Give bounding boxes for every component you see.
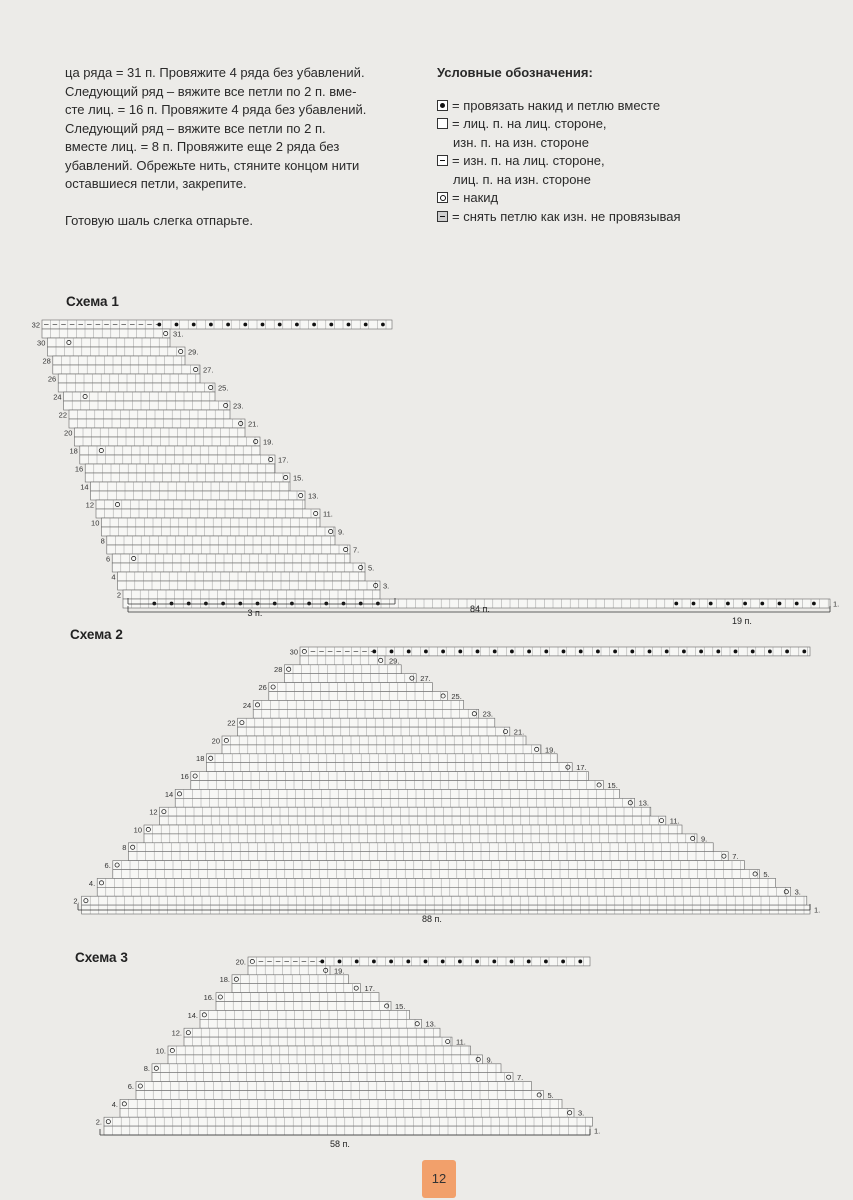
row-number: 22 [227,718,236,728]
yarn-over-together-mark [544,960,548,964]
row-number: 9. [338,527,345,537]
yarn-over-together-mark [338,960,342,964]
final-note: Готовую шаль слегка отпарьте. [65,212,253,228]
yarn-over-together-mark [355,960,359,964]
yarn-over-together-mark [734,650,738,654]
yarn-over-together-mark [802,650,806,654]
row-number: 12 [149,807,158,817]
yarn-over-together-mark [170,602,174,606]
yarn-over-together-mark [157,323,161,327]
scheme-2-title: Схема 2 [70,627,123,642]
row-number: 11. [456,1037,466,1047]
yarn-over-together-mark [493,650,497,654]
row-number: 6. [104,861,111,870]
row-number: 19. [545,745,556,755]
row-number: 20 [211,736,220,746]
row-number: 27. [420,674,431,684]
yarn-over-together-mark [682,650,686,654]
yarn-over-together-mark [324,602,328,606]
row-number: 17. [576,763,587,773]
row-number: 24 [53,392,62,402]
row-number: 15. [395,1001,406,1011]
yarn-over-together-mark [424,650,428,654]
yarn-over-together-mark [699,650,703,654]
row-number: 20. [235,957,246,967]
row-number: 23. [233,401,244,411]
yarn-over-together-mark [261,323,265,327]
row-number: 5. [763,869,770,879]
yarn-over-together-mark [760,602,764,606]
row-number: 32 [31,320,40,330]
legend-text: = провязать накид и петлю вместе [452,97,661,113]
row-number: 2 [116,590,121,600]
yarn-over-together-mark [359,602,363,606]
row-number: 4. [88,878,96,888]
row-number: 6. [127,1082,134,1091]
yarn-over-together-mark [364,323,368,327]
row-number: 14 [164,789,174,799]
stitch-count: 19 п. [732,616,752,626]
row-number: 16. [203,993,214,1002]
legend-title: Условные обозначения: [437,65,593,80]
row-number: 28 [42,356,51,366]
row-number: 30 [289,647,298,657]
row-number: 16 [180,772,189,781]
yarn-over-together-mark [312,323,316,327]
yarn-over-together-mark [527,650,531,654]
row-number: 12. [171,1028,182,1038]
yarn-over-together-mark [562,650,566,654]
row-number: 1. [594,1126,601,1136]
yarn-over-together-mark [256,602,260,606]
yarn-over-together-mark [579,650,583,654]
row-number: 26 [258,683,267,692]
row-number: 8. [143,1064,150,1074]
yarn-over-together-mark [407,650,411,654]
yarn-over-together-mark [492,960,496,964]
stitch-count: 3 п. [247,608,263,618]
row-number: 14 [80,482,89,492]
yarn-over-together-mark [510,960,514,964]
row-number: 9. [486,1055,493,1065]
yarn-over-together-mark [716,650,720,654]
yarn-over-together-mark [544,650,548,654]
yarn-over-together-mark [475,960,479,964]
row-number: 15. [293,473,304,483]
row-number: 14. [187,1010,198,1020]
yarn-over-together-mark [476,650,480,654]
row-number: 20 [64,428,73,438]
yarn-over-together-mark [441,960,445,964]
text-line: вместе лиц. = 8 п. Провяжите еще 2 ряда без [65,139,340,154]
legend-text: = снять петлю как изн. не провязывая [452,208,681,224]
row-number: 18. [219,975,230,985]
row-number: 3. [578,1108,585,1118]
row-number: 5. [547,1090,554,1100]
row-number: 6 [106,554,111,564]
yarn-over-together-mark [527,960,531,964]
yarn-over-together-mark [648,650,652,654]
text-line: Следующий ряд – вяжите все петли по 2 п. [65,120,326,136]
row-number: 10. [155,1046,166,1056]
yarn-over-together-mark [726,602,730,606]
row-number: 1. [814,905,821,915]
row-number: 26 [47,374,57,384]
row-number: 13. [308,491,319,501]
yarn-over-together-mark [596,650,600,654]
yarn-over-together-mark [561,960,565,964]
row-number: 15. [607,780,618,790]
yarn-over-together-mark [307,602,311,606]
yarn-over-together-mark [424,960,428,964]
yarn-over-together-mark [372,960,376,964]
row-number: 18 [196,754,205,764]
legend-text: = изн. п. на лиц. стороне, [452,153,605,168]
row-number: 4. [111,1099,118,1109]
row-number: 7. [732,852,739,862]
row-number: 29. [188,347,199,357]
row-number: 4 [111,572,116,582]
yarn-over-together-mark [372,650,376,654]
yarn-over-together-mark [778,602,782,606]
yarn-over-together-mark [441,650,445,654]
yarn-over-together-mark [376,602,380,606]
yarn-over-together-mark [273,602,277,606]
row-number: 13. [425,1019,436,1029]
yarn-over-together-mark [795,602,799,606]
yarn-over-together-mark [709,602,713,606]
row-number: 11. [323,509,333,519]
yarn-over-together-mark [406,960,410,964]
yarn-over-together-mark [175,323,179,327]
scheme-2-chart [73,647,820,924]
legend-text: = лиц. п. на лиц. стороне, [452,116,607,131]
row-number: 13. [638,798,650,808]
row-number: 8 [122,843,127,853]
yarn-over-together-mark [613,650,617,654]
yarn-over-together-mark [329,323,333,327]
yarn-over-together-mark [209,323,213,327]
row-number: 9. [701,834,708,844]
stitch-count: 88 п. [422,914,442,924]
row-number: 25. [218,383,229,393]
row-number: 23. [482,709,494,719]
row-number: 7. [517,1073,524,1083]
yarn-over-together-mark [578,960,582,964]
row-number: 16 [74,464,84,474]
yarn-over-together-mark [510,650,514,654]
row-number: 31. [173,329,184,339]
yarn-over-together-mark [381,323,385,327]
scheme-3-chart [96,957,601,1149]
row-number: 7. [353,545,360,555]
yarn-over-together-mark [278,323,282,327]
text-line: оставшиеся петли, закрепите. [65,176,247,191]
yarn-over-together-mark [743,602,747,606]
yarn-over-together-mark [347,323,351,327]
text-line: сте лиц. = 16 п. Провяжите 4 ряда без убавлений. [65,102,367,117]
yarn-over-together-mark [768,650,772,654]
row-number: 19. [334,966,345,976]
row-number: 21. [513,727,525,737]
yarn-over-together-mark [238,602,242,606]
row-number: 11. [669,816,680,826]
scheme-3-title: Схема 3 [75,950,128,965]
row-number: 24 [242,700,252,710]
row-number: 2. [95,1117,102,1127]
yarn-over-together-mark [812,602,816,606]
row-number: 30 [37,338,46,348]
yarn-over-together-mark [320,960,324,964]
text-line: Следующий ряд – вяжите все петли по 2 п. вме- [65,83,357,99]
yarn-over-together-mark [204,602,208,606]
row-number: 3. [383,581,390,591]
yarn-over-together-mark [458,650,462,654]
scheme-1-chart [32,320,840,626]
row-number: 22 [58,410,67,420]
row-number: 21. [248,419,259,429]
legend-subtext: лиц. п. на изн. стороне [453,171,591,187]
text-line: ца ряда = 31 п. Провяжите 4 ряда без убавлений. [65,65,365,80]
row-number: 17. [278,455,289,465]
row-number: 17. [364,984,375,994]
row-number: 27. [203,365,214,375]
yarn-over-together-mark [785,650,789,654]
yarn-over-together-mark [221,602,225,606]
yarn-over-together-mark [692,602,696,606]
yarn-over-together-mark [389,960,393,964]
yarn-over-together-mark [665,650,669,654]
legend-text: = накид [452,190,499,205]
yarn-over-together-mark [630,650,634,654]
yarn-over-together-mark [192,323,196,327]
row-number: 2. [73,896,80,906]
yarn-over-together-mark [458,960,462,964]
row-number: 18 [69,446,78,456]
yarn-over-together-mark [152,602,156,606]
yarn-over-together-mark [342,602,346,606]
row-number: 5. [368,563,375,573]
yarn-over-together-mark [187,602,191,606]
legend-subtext: изн. п. на изн. стороне [453,134,589,150]
yarn-over-together-mark [390,650,394,654]
yarn-over-together-mark [290,602,294,606]
yarn-over-together-mark [295,323,299,327]
row-number: 10 [133,825,142,835]
row-number: 8 [100,536,105,546]
stitch-count: 84 п. [470,604,490,614]
row-number: 25. [451,691,462,701]
yarn-over-together-mark [243,323,247,327]
yarn-over-together-mark [751,650,755,654]
yarn-over-together-mark [226,323,230,327]
row-number: 12 [85,500,94,510]
row-number: 10 [91,518,100,528]
yarn-over-together-mark [674,602,678,606]
text-line: убавлений. Обрежьте нить, стяните концом нити [65,157,360,173]
row-number: 3. [794,887,801,897]
row-number: 29. [389,656,400,666]
row-number: 1. [833,599,840,609]
row-number: 28 [274,665,283,675]
scheme-1-title: Схема 1 [66,294,119,309]
page-number: 12 [422,1160,456,1198]
stitch-count: 58 п. [330,1139,350,1149]
row-number: 19. [263,437,274,447]
